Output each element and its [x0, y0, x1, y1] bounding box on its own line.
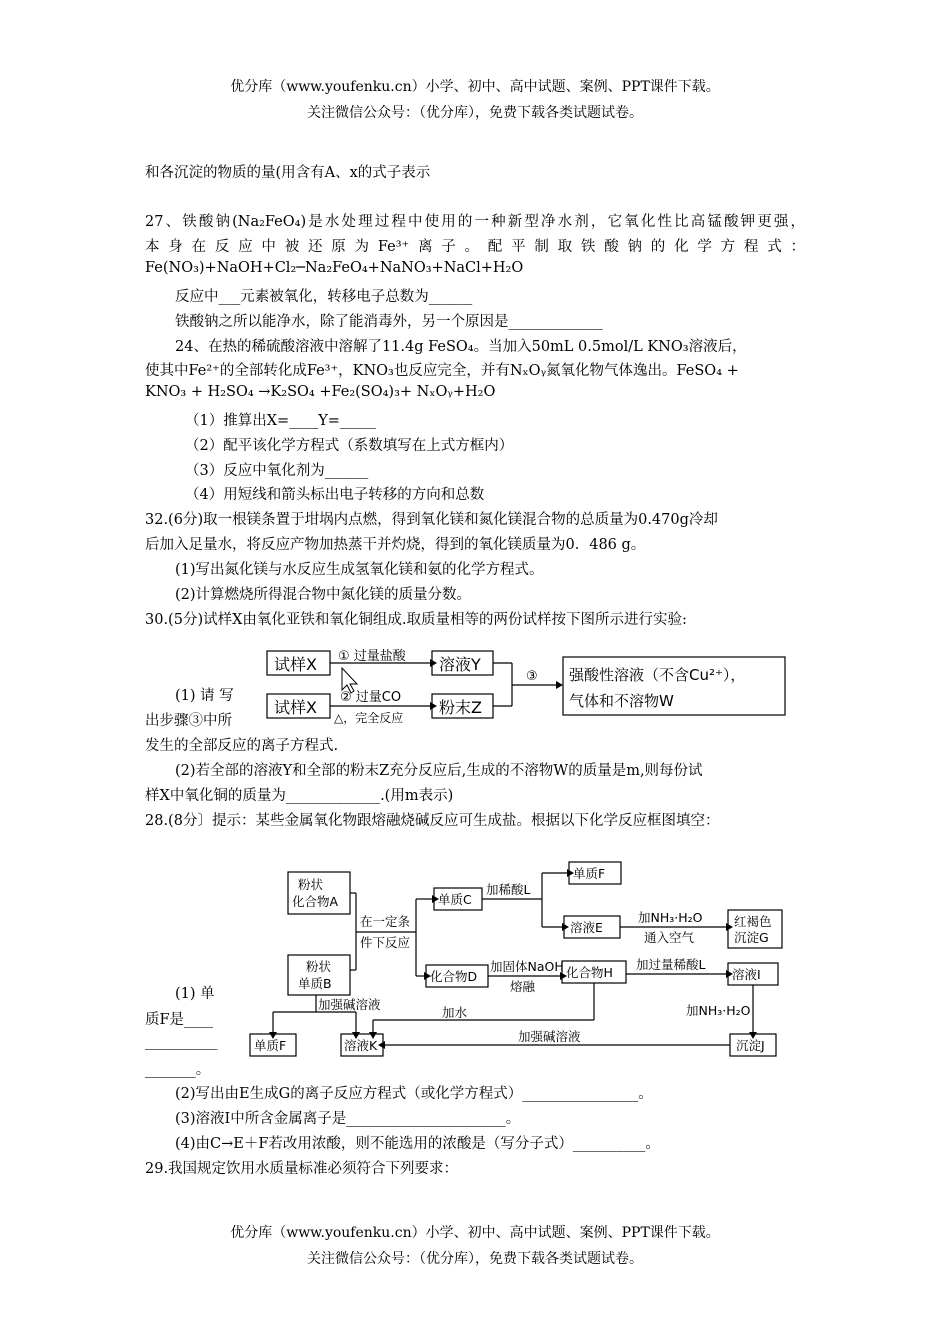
label-step-2-condition: △，完全反应: [334, 711, 404, 725]
label-element-b-1: 粉状: [306, 959, 332, 974]
label-precipitate-g-1: 红褐色: [734, 914, 772, 929]
label-nh3-2: 加NH₃·H₂O: [686, 1003, 751, 1018]
label-step-2: ② 过量CO: [340, 690, 402, 705]
label-compound-d: 化合物D: [430, 969, 478, 984]
text-line: 和各沉淀的物质的量(用含有A、x的式子表示: [145, 165, 431, 181]
q30-sub-1b: 出步骤③中所: [145, 713, 232, 729]
label-excess-acid: 加过量稀酸L: [636, 957, 706, 972]
arrow-head: [726, 923, 733, 931]
label-powder-z: 粉末Z: [439, 698, 482, 717]
q28-sub-4: (4)由C→E＋F若改用浓酸，则不能选用的浓酸是（写分子式）__________。: [175, 1136, 660, 1152]
arrow-head: [562, 923, 569, 931]
header-line-1: 优分库（www.youfenku.cn）小学、初中、高中试题、案例、PPT课件下载。: [230, 79, 720, 95]
label-result-line-2: 气体和不溶物W: [569, 692, 674, 710]
label-solution-k: 溶液K: [344, 1038, 378, 1053]
label-strong-base-1: 加强碱溶液: [318, 997, 381, 1012]
label-solution-y: 溶液Y: [439, 655, 481, 674]
arrow-head: [556, 681, 563, 689]
label-dilute-acid: 加稀酸L: [486, 882, 531, 897]
arrow-head: [430, 659, 437, 667]
q24-equation: KNO₃ + H₂SO₄ →K₂SO₄ +Fe₂(SO₄)₃+ NₓOᵧ+H₂O: [145, 384, 496, 400]
label-sample-x-1: 试样X: [274, 655, 317, 674]
label-solution-e: 溶液E: [570, 920, 603, 935]
footer-line-2: 关注微信公众号：（优分库），免费下载各类试题试卷。: [307, 1251, 643, 1267]
q27-sub-2: 铁酸钠之所以能净水，除了能消毒外，另一个原因是_____________: [175, 314, 603, 330]
header-line-2: 关注微信公众号：（优分库），免费下载各类试题试卷。: [307, 105, 643, 121]
q27-sub-1: 反应中___元素被氧化，转移电子总数为______: [175, 289, 473, 305]
label-air: 通入空气: [644, 930, 695, 945]
label-naoh: 加固体NaOH: [490, 959, 564, 974]
q32-sub-1: (1)写出氮化镁与水反应生成氢氧化镁和氨的化学方程式。: [175, 562, 544, 578]
q28-sub-3: (3)溶液I中所含金属离子是______________________。: [175, 1111, 521, 1127]
q24-sub-2: （2）配平该化学方程式（系数填写在上式方框内）: [185, 438, 514, 454]
label-precipitate-j: 沉淀J: [736, 1038, 765, 1053]
q27-equation: Fe(NO₃)+NaOH+Cl₂─Na₂FeO₄+NaNO₃+NaCl+H₂O: [145, 260, 524, 276]
q28-line-1: 28.(8分〕提示：某些金属氧化物跟熔融烧碱反应可生成盐。根据以下化学反应框图填空：: [145, 813, 720, 829]
q28-sub-1b: 质F是____: [145, 1012, 214, 1028]
label-condition-2: 件下反应: [360, 935, 411, 950]
q30-line-1: 30.(5分)试样X由氧化亚铁和氧化铜组成.取质量相等的两份试样按下图所示进行实验:: [145, 612, 687, 628]
label-compound-a-1: 粉状: [298, 877, 324, 892]
q32-line-2: 后加入足量水，将反应产物加热蒸干并灼烧，得到的氧化镁质量为0．486 g。: [145, 537, 646, 553]
q30-sub-2a: (2)若全部的溶液Y和全部的粉末Z充分反应后,生成的不溶物W的质量是m,则每份试: [175, 763, 703, 779]
label-step-1: ① 过量盐酸: [338, 649, 406, 664]
label-solution-i: 溶液I: [732, 967, 761, 982]
label-strong-base-2: 加强碱溶液: [518, 1029, 581, 1044]
q27-line-1: 27、铁酸钠(Na₂FeO₄)是水处理过程中使用的一种新型净水剂，它氧化性比高锰酸钾更强，: [145, 214, 805, 230]
label-element-c: 单质C: [438, 892, 472, 907]
footer-line-1: 优分库（www.youfenku.cn）小学、初中、高中试题、案例、PPT课件下载。: [230, 1225, 720, 1241]
arrow-head: [378, 1041, 385, 1049]
q24-line-1: 24、在热的稀硫酸溶液中溶解了11.4g FeSO₄。当加入50mL 0.5mol/L KNO₃溶液后，: [175, 339, 747, 355]
q30-sub-1a: (1) 请 写: [175, 688, 234, 704]
q24-sub-3: （3）反应中氧化剂为______: [185, 463, 369, 479]
label-precipitate-g-2: 沉淀G: [734, 930, 769, 945]
arrow-head: [430, 702, 437, 710]
q24-sub-4: （4）用短线和箭头标出电子转移的方向和总数: [185, 487, 485, 503]
label-melt: 熔融: [510, 979, 536, 994]
q28-flow-diagram: [246, 852, 796, 1064]
q28-sub-1d: _______。: [145, 1062, 211, 1078]
label-water: 加水: [442, 1005, 468, 1020]
q27-line-2: 本身在反应中被还原为Fe³⁺离子。配平制取铁酸钠的化学方程式：: [145, 239, 805, 255]
q30-flow-diagram: [262, 644, 802, 726]
q30-sub-1c: 发生的全部反应的离子方程式.: [145, 738, 339, 754]
label-sample-x-2: 试样X: [274, 698, 317, 717]
q24-sub-1: （1）推算出X=____Y=_____: [185, 413, 377, 429]
label-element-f-bottom: 单质F: [254, 1038, 287, 1053]
label-step-3: ③: [526, 669, 538, 684]
q32-line-1: 32.(6分)取一根镁条置于坩埚内点燃，得到氧化镁和氮化镁混合物的总质量为0.470g冷却: [145, 512, 718, 528]
q29-line-1: 29.我国规定饮用水质量标准必须符合下列要求：: [145, 1161, 459, 1177]
label-compound-a-2: 化合物A: [292, 894, 339, 909]
label-result-line-1: 强酸性溶液（不含Cu²⁺），: [569, 666, 746, 684]
label-condition-1: 在一定条: [360, 914, 411, 929]
label-nh3-1: 加NH₃·H₂O: [638, 910, 703, 925]
q28-sub-2: (2)写出由E生成G的离子反应方程式（或化学方程式）________________。: [175, 1086, 653, 1102]
label-element-b-2: 单质B: [298, 976, 332, 991]
label-compound-h: 化合物H: [566, 965, 613, 980]
q24-line-2: 使其中Fe²⁺的全部转化成Fe³⁺，KNO₃也反应完全，并有NₓOᵧ氮氧化物气体逸出。FeSO₄ +: [145, 363, 739, 379]
q30-sub-2b: 样X中氧化铜的质量为_____________.(用m表示): [145, 788, 454, 804]
q28-sub-1c: __________: [145, 1034, 218, 1050]
label-element-f-top: 单质F: [573, 866, 606, 881]
q32-sub-2: (2)计算燃烧所得混合物中氮化镁的质量分数。: [175, 587, 472, 603]
q28-sub-1a: (1) 单: [175, 986, 215, 1002]
